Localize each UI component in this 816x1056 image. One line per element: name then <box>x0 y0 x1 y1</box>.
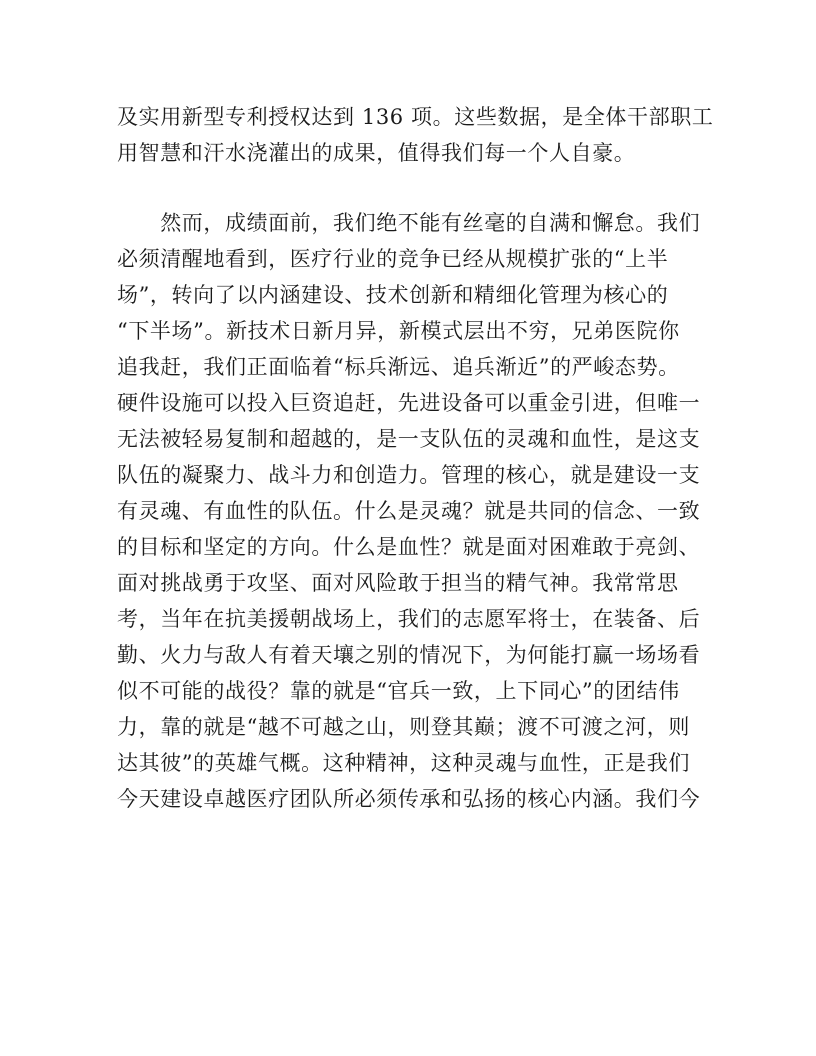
text-line: “下半场”。新技术日新月异，新模式层出不穷，兄弟医院你 <box>117 319 680 343</box>
text-line: 用智慧和汗水浇灌出的成果，值得我们每一个人自豪。 <box>117 141 636 165</box>
text-line: 硬件设施可以投入巨资追赶，先进设备可以重金引进，但唯一 <box>117 391 701 415</box>
text-line: 然而，成绩面前，我们绝不能有丝毫的自满和懈怠。我们 <box>117 211 701 235</box>
text-line: 似不可能的战役？靠的就是“官兵一致，上下同心”的团结伟 <box>117 679 680 703</box>
paragraph-2 <box>117 205 702 817</box>
text-line: 无法被轻易复制和超越的，是一支队伍的灵魂和血性，是这支 <box>117 427 701 451</box>
text-line: 的目标和坚定的方向。什么是血性？就是面对困难敢于亮剑、 <box>117 535 701 559</box>
text-line: 必须清醒地看到，医疗行业的竞争已经从规模扩张的“上半 <box>117 247 669 271</box>
text-line: 场”，转向了以内涵建设、技术创新和精细化管理为核心的 <box>117 283 669 307</box>
text-line: 面对挑战勇于攻坚、面对风险敢于担当的精气神。我常常思 <box>117 571 679 595</box>
document-body <box>117 99 714 817</box>
text-line: 勤、火力与敌人有着天壤之别的情况下，为何能打赢一场场看 <box>117 643 701 667</box>
text-line: 及实用新型专利授权达到 136 项。这些数据，是全体干部职工 <box>117 105 714 129</box>
paragraph-1 <box>117 99 714 171</box>
paragraph-spacer <box>117 171 702 205</box>
text-line: 达其彼”的英雄气概。这种精神，这种灵魂与血性，正是我们 <box>117 751 690 775</box>
text-line: 今天建设卓越医疗团队所必须传承和弘扬的核心内涵。我们今 <box>117 787 701 811</box>
text-line: 考，当年在抗美援朝战场上，我们的志愿军将士，在装备、后 <box>117 607 701 631</box>
text-line: 有灵魂、有血性的队伍。什么是灵魂？就是共同的信念、一致 <box>117 499 701 523</box>
text-line: 队伍的凝聚力、战斗力和创造力。管理的核心，就是建设一支 <box>117 463 701 487</box>
text-line: 力，靠的就是“越不可越之山，则登其巅；渡不可渡之河，则 <box>117 715 690 739</box>
text-line: 追我赶，我们正面临着“标兵渐远、追兵渐近”的严峻态势。 <box>117 355 680 379</box>
